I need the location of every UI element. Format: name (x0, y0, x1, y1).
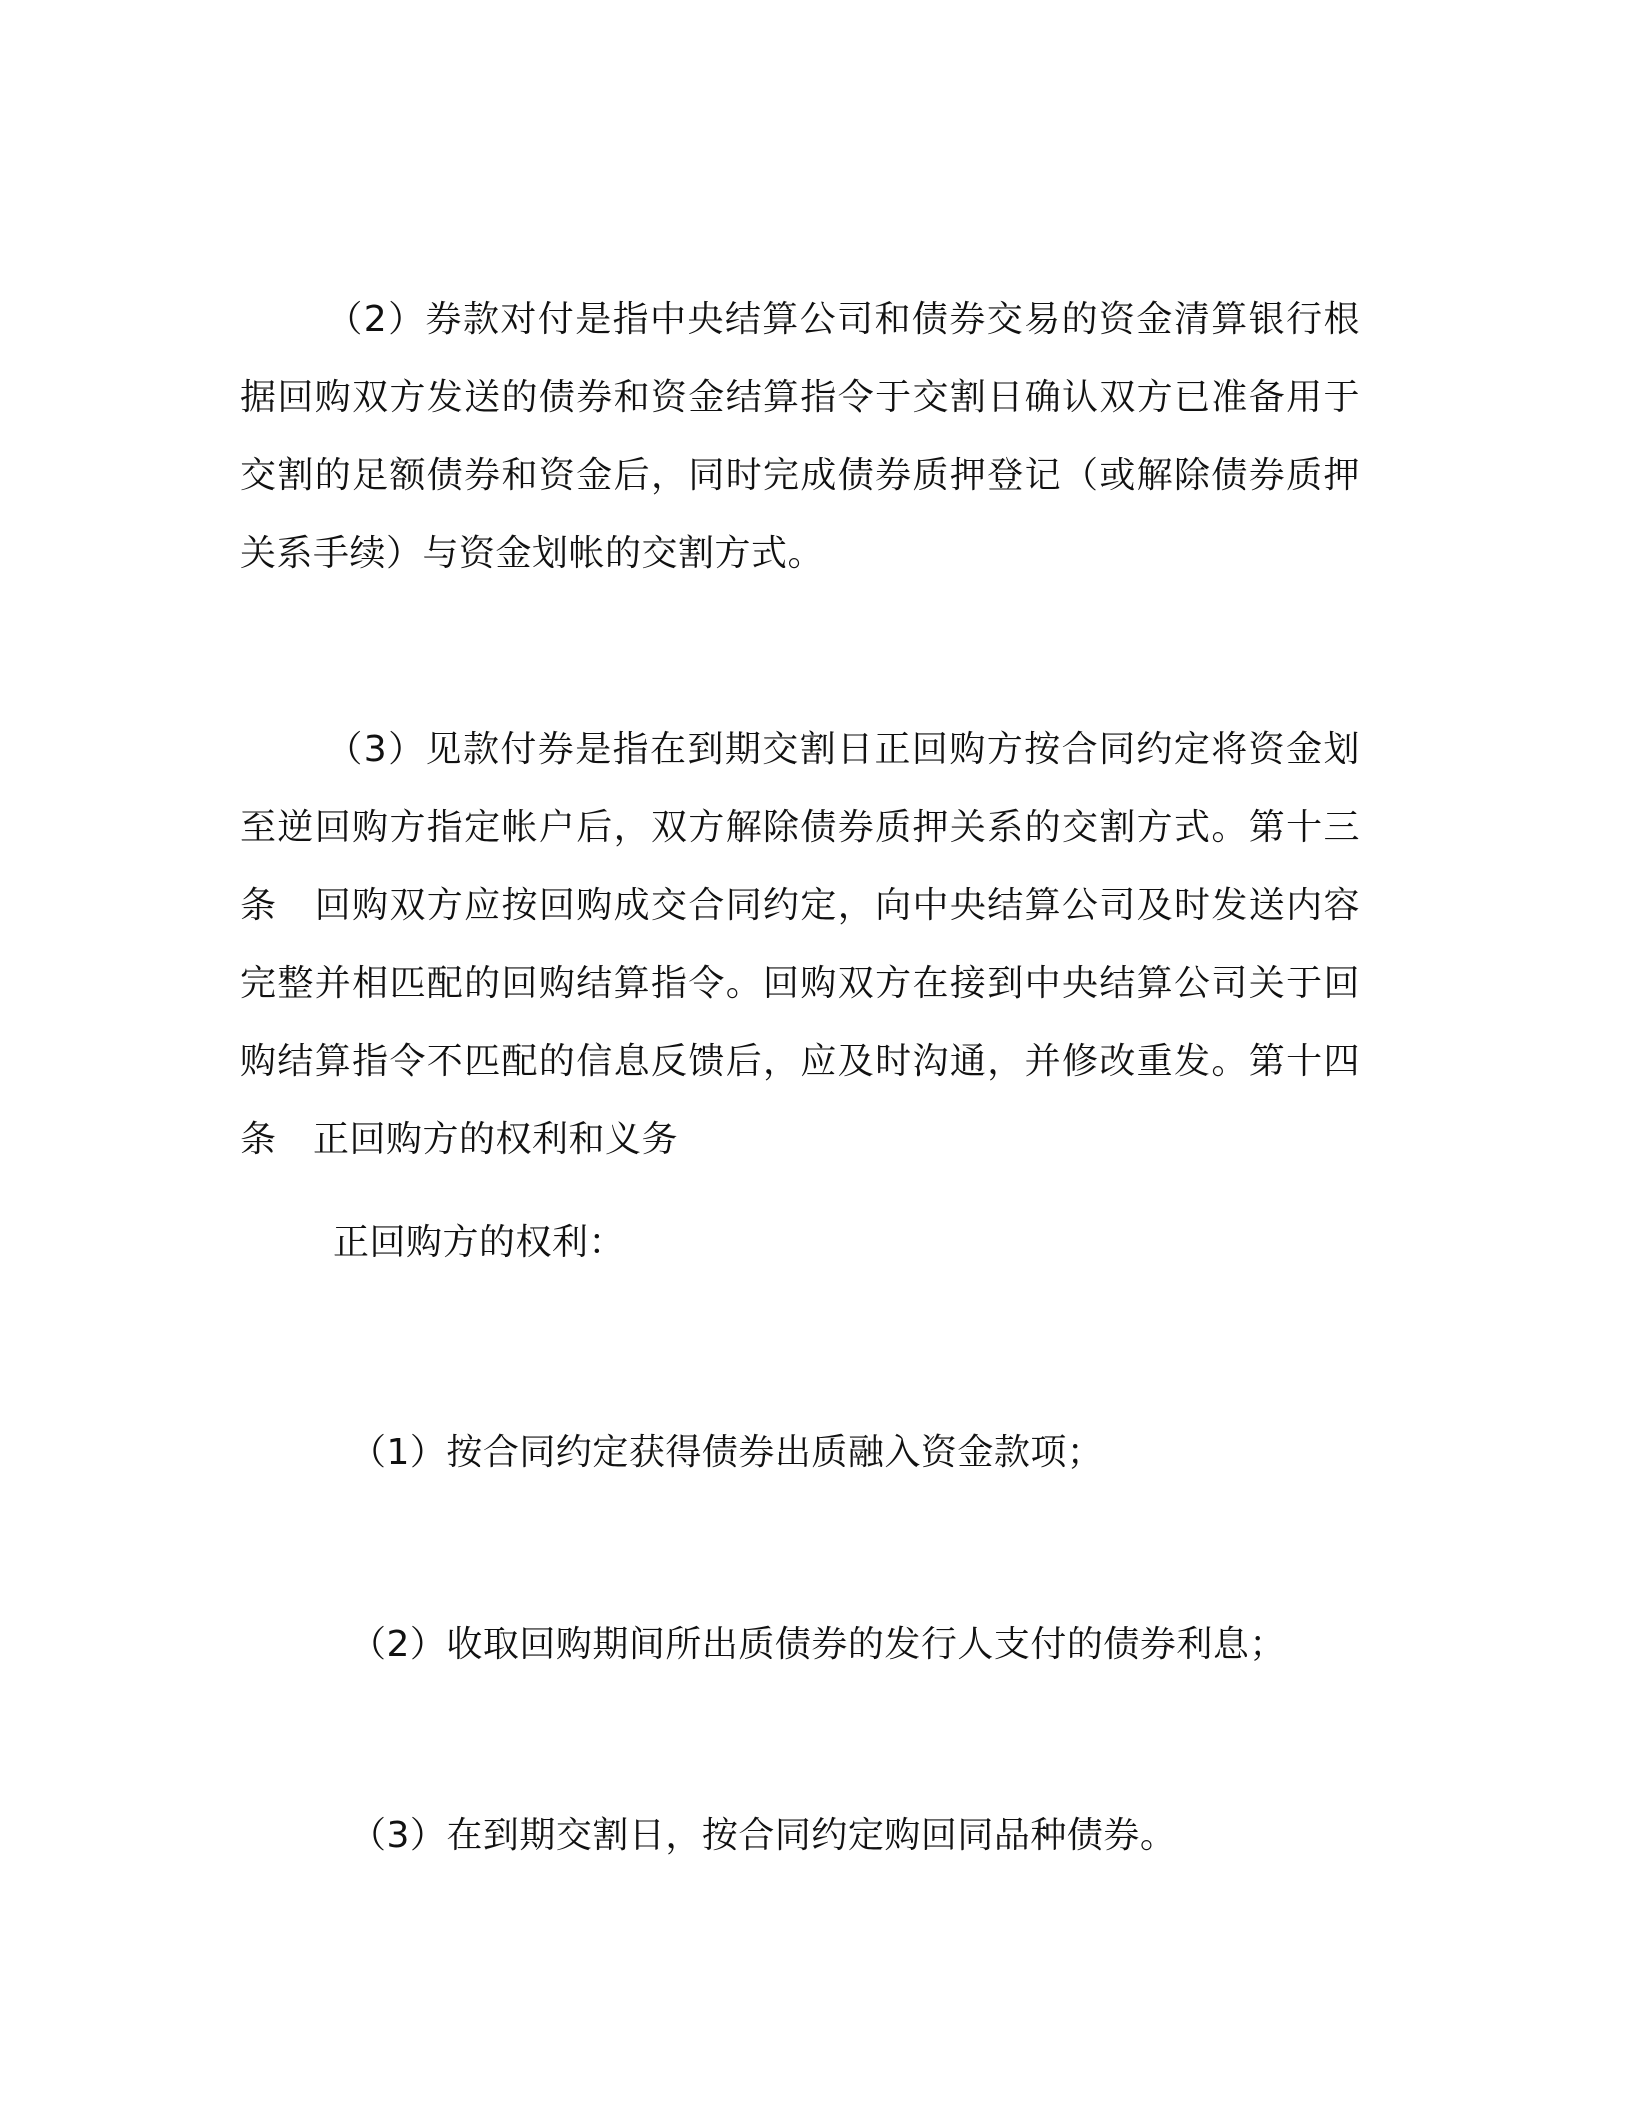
list-item-right-1: （1）按合同约定获得债券出质融入资金款项； (350, 1432, 1104, 1473)
paragraph-payment-before-delivery: （3）见款付券是指在到期交割日正回购方按合同约定将资金划至逆回购方指定帐户后，双方解除债券质押关系的交割方式。第十三条 回购双方应按回购成交合同约定，向中央结算公司及时发送内容完整并相匹配的回购结算指令。回购双方在接到中央结算公司关于回购结算指令不匹配的信息反馈后，应及时沟通，并修改重发。第十四条 正回购方的权利和义务 (240, 729, 1360, 1160)
paragraph-repo-rights-heading: 正回购方的权利： (333, 1222, 626, 1263)
paragraph-dvp-definition: （2）券款对付是指中央结算公司和债券交易的资金清算银行根据回购双方发送的债券和资金结算指令于交割日确认双方已准备用于交割的足额债券和资金后，同时完成债券质押登记（或解除债券质押关系手续）与资金划帐的交割方式。 (240, 299, 1360, 574)
list-item-right-3: （3）在到期交割日，按合同约定购回同品种债券。 (350, 1815, 1177, 1856)
list-item-right-2: （2）收取回购期间所出质债券的发行人支付的债券利息； (350, 1624, 1286, 1665)
